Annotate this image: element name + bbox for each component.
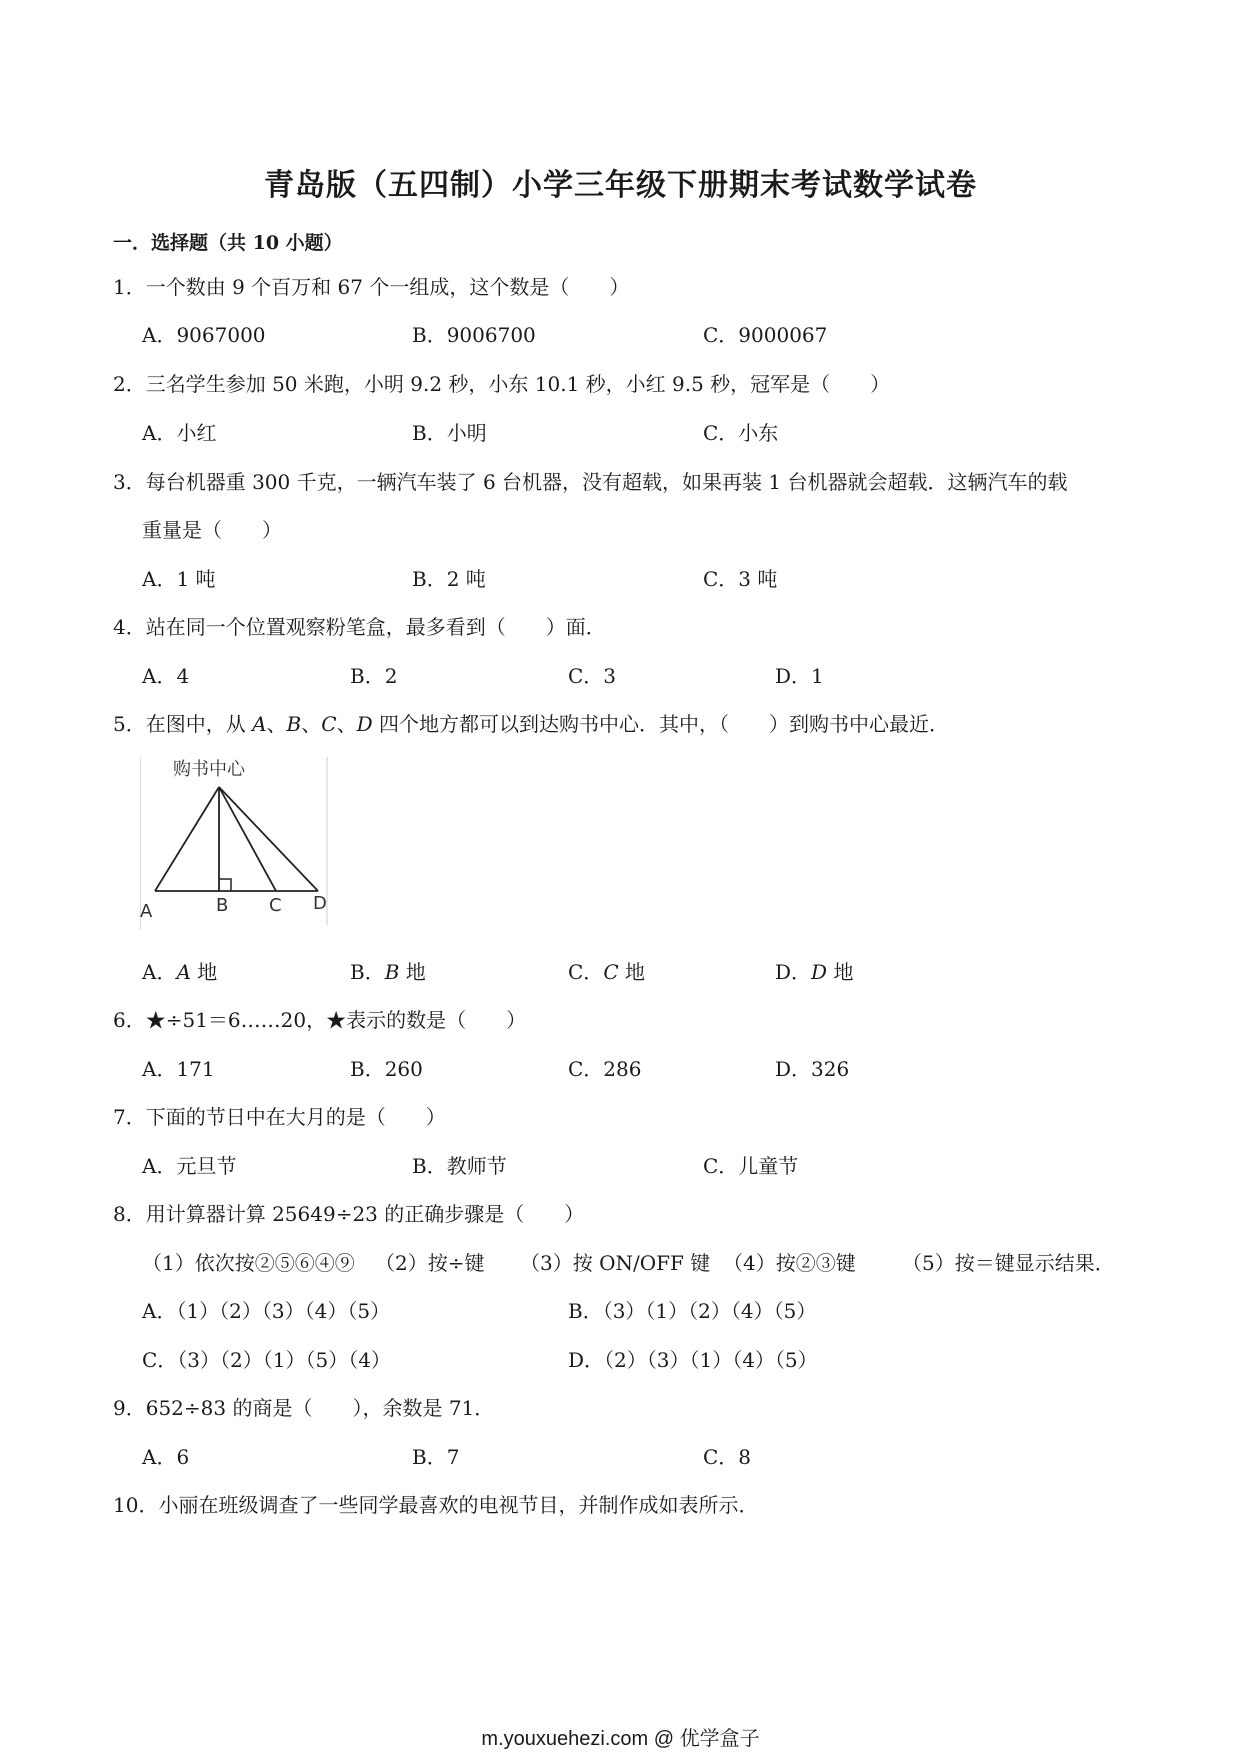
option-prefix: B． [350,960,385,984]
question-1-stem: 1．一个数由 9 个百万和 67 个一组成，这个数是（ ） [113,275,630,299]
question-5-option-c [568,960,645,984]
question-7-stem: 7．下面的节日中在大月的是（ ） [113,1105,446,1129]
option-suffix: 地 [399,960,426,984]
question-5-stem-pre: 5．在图中，从 [113,712,253,736]
question-8-stem: 8．用计算器计算 25649÷23 的正确步骤是（ ） [113,1202,585,1226]
question-5-stem [113,712,949,736]
line-to-a [155,787,219,891]
question-3-option-c: C．3 吨 [703,567,778,591]
step-4: （4）按②③键 [723,1251,856,1275]
figure-point-a: A [140,901,153,922]
question-6-option-b: B．260 [350,1057,423,1081]
step-3: （3）按 ON/OFF 键 [520,1251,711,1275]
option-suffix: 地 [827,960,854,984]
question-7-option-c: C．儿童节 [703,1154,799,1178]
question-9-option-b: B．7 [412,1445,460,1469]
question-9-option-c: C．8 [703,1445,752,1469]
question-7-option-b: B．教师节 [412,1154,507,1178]
question-2-option-c: C．小东 [703,421,779,445]
question-3-option-b: B．2 吨 [412,567,486,591]
separator: 、 [266,712,287,736]
point-label-d: D [356,712,373,736]
page-title: 青岛版（五四制）小学三年级下册期末考试数学试卷 [264,168,977,203]
separator: 、 [301,712,322,736]
question-4-stem: 4．站在同一个位置观察粉笔盒，最多看到（ ）面． [113,615,606,639]
question-6-option-d: D．326 [775,1057,850,1081]
figure-point-d: D [313,893,327,914]
question-6-stem: 6．★÷51＝6……20，★表示的数是（ ） [113,1008,527,1032]
question-5-option-b [350,960,426,984]
question-9-option-a: A．6 [142,1445,190,1469]
question-5-option-a [142,960,217,984]
question-6-option-a: A．171 [142,1057,215,1081]
line-to-d [219,787,318,891]
question-6-option-c: C．286 [568,1057,642,1081]
question-4-option-c: C．3 [568,664,617,688]
question-9-stem: 9．652÷83 的商是（ ），余数是 71． [113,1396,495,1420]
point-label-a: A [252,712,267,736]
question-10-stem: 10．小丽在班级调查了一些同学最喜欢的电视节目，并制作成如表所示． [113,1493,759,1517]
question-5-stem-post: 四个地方都可以到达购书中心．其中，（ ）到购书中心最近． [372,712,949,736]
question-3-option-a: A．1 吨 [142,567,216,591]
question-8-option-b: B．（3）（1）（2）（4）（5） [568,1299,817,1323]
question-1-option-b: B．9006700 [412,323,536,347]
question-1-option-a: A．9067000 [142,323,266,347]
bookstore-distance-figure [140,755,340,935]
question-7-option-a: A．元旦节 [142,1154,237,1178]
figure-point-c: C [269,895,282,916]
question-8-option-a: A．（1）（2）（3）（4）（5） [142,1299,391,1323]
question-4-option-a: A．4 [142,664,190,688]
bookstore-label: 购书中心 [173,759,245,780]
section-heading: 一．选择题（共 10 小题） [113,232,343,254]
question-3-stem: 3．每台机器重 300 千克，一辆汽车装了 6 台机器，没有超载，如果再装 1 台机器就会超载．这辆汽车的载 [113,470,1068,494]
option-prefix: D． [775,960,812,984]
step-2: （2）按÷键 [375,1251,485,1275]
question-8-option-c: C．（3）（2）（1）（5）（4） [142,1348,391,1372]
right-angle-mark [219,879,231,891]
question-4-option-d: D．1 [775,664,824,688]
question-3-stem-continued: 重量是（ ） [142,518,282,542]
separator: 、 [336,712,357,736]
question-8-option-d: D．（2）（3）（1）（4）（5） [568,1348,818,1372]
option-letter: A [176,960,191,984]
option-letter: B [384,960,400,984]
option-letter: D [811,960,828,984]
option-prefix: C． [568,960,604,984]
option-suffix: 地 [190,960,218,984]
question-2-option-b: B．小明 [412,421,487,445]
question-4-option-b: B．2 [350,664,398,688]
option-prefix: A． [142,960,177,984]
question-2-stem: 2．三名学生参加 50 米跑，小明 9.2 秒，小东 10.1 秒，小红 9.5 秒，冠军是（ ） [113,372,891,396]
question-5-option-d [775,960,853,984]
question-1-option-c: C．9000067 [703,323,828,347]
point-label-c: C [321,712,337,736]
site-footer: m.youxuehezi.com @ 优学盒子 [481,1728,760,1750]
point-label-b: B [286,712,302,736]
step-5: （5）按＝键显示结果． [902,1251,1115,1275]
question-2-option-a: A．小红 [142,421,217,445]
option-suffix: 地 [618,960,645,984]
step-1: （1）依次按②⑤⑥④⑨ [142,1251,355,1275]
option-letter: C [603,960,619,984]
figure-point-b: B [216,895,229,916]
